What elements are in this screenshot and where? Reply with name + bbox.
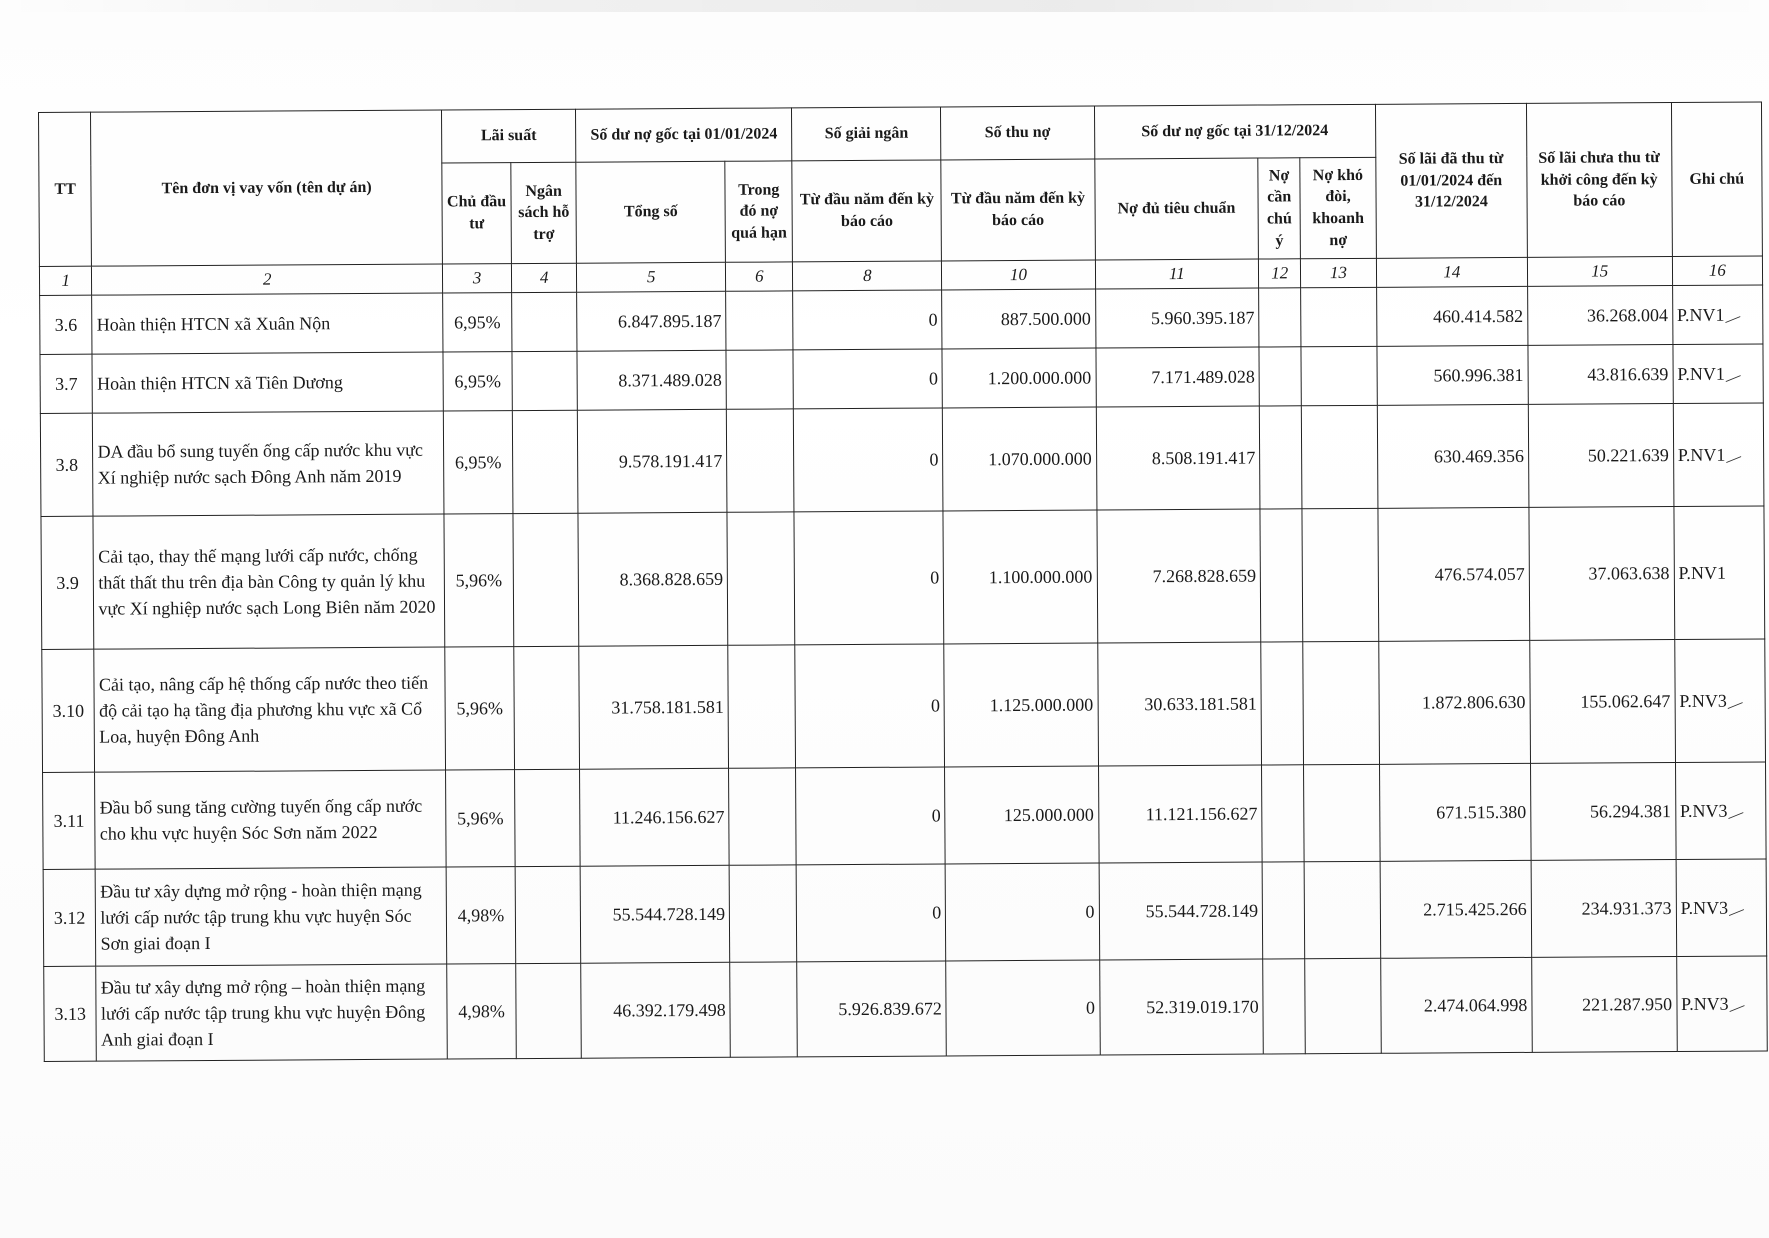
- note-text: P.NV1: [1678, 562, 1727, 583]
- row-lai-chua-thu: 221.287.950: [1532, 957, 1677, 1053]
- table-row: [40, 403, 1764, 517]
- header-ghi-chu: Ghi chú: [1671, 102, 1762, 257]
- row-thu-no: 125.000.000: [945, 766, 1099, 864]
- row-no-du-tc: 7.268.828.659: [1096, 509, 1260, 643]
- row-tt: 3.11: [43, 772, 96, 869]
- col-index: 13: [1301, 258, 1377, 287]
- row-ngan-sach: [512, 351, 577, 410]
- col-index: 2: [92, 264, 443, 295]
- note-text: P.NV1: [1677, 363, 1725, 384]
- row-lai-chua-thu: 56.294.381: [1530, 763, 1675, 861]
- row-note: [1674, 506, 1765, 640]
- initials-mark: [1728, 898, 1744, 916]
- row-qua-han: [727, 512, 795, 645]
- row-qua-han: [726, 350, 794, 409]
- row-no-du-tc: 30.633.181.581: [1097, 642, 1261, 766]
- row-no-can-chu-y: [1259, 347, 1301, 406]
- table-row: [43, 762, 1767, 870]
- row-tong-so: 6.847.895.187: [577, 291, 726, 351]
- note-text: P.NV1: [1677, 444, 1726, 465]
- header-no-du-tieu-chuan: Nợ đủ tiêu chuẩn: [1094, 158, 1258, 260]
- row-tong-so: 8.371.489.028: [577, 350, 726, 410]
- row-lai-da-thu: 2.474.064.998: [1380, 957, 1532, 1053]
- col-index: 1: [39, 266, 92, 295]
- header-thu-no-sub: Từ đầu năm đến kỳ báo cáo: [941, 159, 1095, 261]
- row-qua-han: [729, 865, 797, 962]
- header-lai-suat: Lãi suất: [441, 109, 576, 163]
- row-no-du-tc: 52.319.019.170: [1099, 959, 1263, 1055]
- row-no-du-tc: 7.171.489.028: [1095, 347, 1259, 407]
- row-no-kho-doi: [1302, 508, 1378, 641]
- row-no-can-chu-y: [1259, 288, 1301, 347]
- row-tong-so: 8.368.828.659: [578, 512, 728, 646]
- row-rate: 6,95%: [443, 411, 513, 514]
- row-no-can-chu-y: [1262, 765, 1305, 862]
- initials-mark: [1724, 305, 1740, 323]
- row-tong-so: 9.578.191.417: [578, 409, 728, 513]
- row-qua-han: [730, 962, 798, 1057]
- row-rate: 4,98%: [446, 867, 516, 964]
- header-lai-chua-thu: Số lãi chưa thu từ khởi công đến kỳ báo cáo: [1526, 103, 1672, 258]
- row-no-kho-doi: [1304, 861, 1380, 958]
- row-ngan-sach: [514, 646, 580, 769]
- row-tt: 3.7: [40, 354, 93, 413]
- row-name: Hoàn thiện HTCN xã Tiên Dương: [92, 352, 443, 413]
- header-du-no-cuoi: Số dư nợ gốc tại 31/12/2024: [1094, 104, 1376, 159]
- row-ngan-sach: [515, 769, 581, 866]
- row-giai-ngan: 5.926.839.672: [797, 961, 947, 1057]
- table-row: [41, 506, 1765, 650]
- row-note: [1672, 285, 1763, 345]
- col-index: 16: [1672, 256, 1763, 286]
- row-giai-ngan: 0: [794, 408, 944, 512]
- row-tong-so: 11.246.156.627: [580, 768, 730, 866]
- row-thu-no: 1.200.000.000: [942, 348, 1096, 408]
- col-index: 3: [442, 264, 511, 293]
- header-name: Tên đơn vị vay vốn (tên dự án): [91, 110, 442, 266]
- table-row: [43, 859, 1767, 967]
- row-thu-no: 0: [945, 863, 1099, 961]
- col-index: 5: [577, 262, 726, 292]
- row-no-kho-doi: [1301, 287, 1377, 346]
- note-text: P.NV1: [1676, 304, 1725, 325]
- row-no-can-chu-y: [1260, 509, 1303, 642]
- row-qua-han: [727, 409, 795, 512]
- row-lai-chua-thu: 155.062.647: [1530, 640, 1676, 764]
- col-index: 6: [726, 262, 793, 291]
- row-lai-da-thu: 460.414.582: [1376, 286, 1527, 346]
- row-no-kho-doi: [1301, 346, 1377, 405]
- initials-mark: [1727, 801, 1743, 819]
- header-chu-dau-tu: Chủ đầu tư: [442, 163, 512, 264]
- row-lai-chua-thu: 36.268.004: [1527, 286, 1672, 346]
- row-giai-ngan: 0: [793, 290, 942, 350]
- header-lai-da-thu: Số lãi đã thu từ 01/01/2024 đến 31/12/2024: [1375, 103, 1527, 258]
- row-name: Cải tạo, nâng cấp hệ thống cấp nước theo tiến độ cải tạo hạ tầng địa phương khu vực xã Cổ Loa, huyện Đông Anh: [94, 647, 445, 772]
- row-tt: 3.9: [41, 516, 94, 649]
- row-no-can-chu-y: [1261, 642, 1304, 765]
- row-no-kho-doi: [1304, 764, 1380, 861]
- row-tt: 3.6: [40, 295, 93, 354]
- note-text: P.NV3: [1681, 993, 1729, 1014]
- row-no-du-tc: 11.121.156.627: [1098, 765, 1262, 863]
- row-tt: 3.10: [42, 649, 95, 772]
- col-index: 11: [1095, 259, 1259, 289]
- row-lai-da-thu: 671.515.380: [1379, 763, 1531, 861]
- header-tt: TT: [39, 112, 92, 266]
- row-name: Đầu tư xây dựng mở rộng - hoàn thiện mạng lưới cấp nước tập trung khu vực huyện Sóc Sơn giai đoạn I: [96, 867, 447, 966]
- row-lai-chua-thu: 37.063.638: [1529, 507, 1675, 641]
- row-giai-ngan: 0: [793, 349, 942, 409]
- row-lai-da-thu: 1.872.806.630: [1379, 640, 1531, 764]
- note-text: P.NV3: [1680, 897, 1729, 918]
- header-du-no-dau: Số dư nợ gốc tại 01/01/2024: [576, 108, 792, 162]
- row-tt: 3.12: [43, 869, 96, 966]
- header-giai-ngan: Số giải ngân: [792, 107, 941, 161]
- row-no-can-chu-y: [1263, 959, 1306, 1054]
- row-rate: 6,95%: [443, 293, 513, 352]
- row-note: [1675, 762, 1766, 860]
- row-note: [1676, 956, 1767, 1052]
- row-ngan-sach: [515, 866, 581, 963]
- initials-mark: [1725, 445, 1741, 463]
- row-thu-no: 887.500.000: [942, 289, 1096, 349]
- row-lai-chua-thu: 234.931.373: [1531, 860, 1676, 958]
- row-name: Hoàn thiện HTCN xã Xuân Nộn: [92, 293, 443, 354]
- row-ngan-sach: [512, 410, 578, 513]
- col-index: 12: [1259, 259, 1301, 288]
- row-ngan-sach: [512, 292, 577, 351]
- header-thu-no: Số thu nợ: [941, 106, 1095, 160]
- col-index: 10: [942, 260, 1095, 290]
- row-no-can-chu-y: [1260, 406, 1303, 509]
- row-qua-han: [729, 768, 797, 865]
- row-lai-da-thu: 2.715.425.266: [1380, 860, 1532, 958]
- row-tong-so: 46.392.179.498: [581, 962, 731, 1058]
- note-text: P.NV3: [1679, 800, 1728, 821]
- row-no-can-chu-y: [1262, 862, 1305, 959]
- header-giai-ngan-sub: Từ đầu năm đến kỳ báo cáo: [792, 160, 942, 262]
- row-name: Cải tạo, thay thế mạng lưới cấp nước, chống thất thất thu trên địa bàn Công ty quản lý khu vực Xí nghiệp nước sạch Long Biên năm 2020: [93, 514, 444, 649]
- row-lai-chua-thu: 50.221.639: [1528, 404, 1673, 508]
- row-rate: 5,96%: [445, 770, 515, 867]
- table-row: [40, 344, 1763, 414]
- loan-report-table: [38, 101, 1768, 1062]
- row-no-du-tc: 8.508.191.417: [1096, 406, 1260, 510]
- row-thu-no: 1.125.000.000: [944, 643, 1098, 767]
- row-giai-ngan: 0: [794, 511, 944, 645]
- note-text: P.NV3: [1679, 690, 1727, 711]
- row-no-kho-doi: [1302, 405, 1378, 508]
- col-index: 14: [1376, 257, 1527, 287]
- row-note: [1676, 859, 1767, 957]
- row-no-du-tc: 55.544.728.149: [1099, 862, 1263, 960]
- row-rate: 5,96%: [445, 647, 515, 770]
- table-row: [42, 639, 1766, 773]
- header-qua-han: Trong đó nợ quá hạn: [725, 161, 793, 262]
- initials-mark: [1729, 994, 1745, 1012]
- row-lai-da-thu: 560.996.381: [1377, 345, 1528, 405]
- row-ngan-sach: [513, 513, 579, 646]
- scan-shadow: [0, 0, 1769, 12]
- row-no-du-tc: 5.960.395.187: [1095, 288, 1259, 348]
- row-rate: 6,95%: [443, 352, 513, 411]
- row-lai-chua-thu: 43.816.639: [1528, 345, 1673, 405]
- row-rate: 5,96%: [444, 514, 514, 647]
- header-row-1: [39, 102, 1762, 166]
- row-tt: 3.8: [40, 413, 93, 516]
- row-giai-ngan: 0: [796, 767, 946, 865]
- col-index: 15: [1527, 257, 1672, 287]
- row-no-kho-doi: [1303, 641, 1379, 764]
- row-name: DA đầu bổ sung tuyến ống cấp nước khu vực Xí nghiệp nước sạch Đông Anh năm 2019: [93, 411, 444, 516]
- header-tong-so: Tổng số: [576, 161, 726, 263]
- table-row: [40, 285, 1763, 355]
- row-lai-da-thu: 476.574.057: [1378, 507, 1530, 641]
- row-ngan-sach: [516, 963, 582, 1058]
- row-thu-no: 1.070.000.000: [943, 407, 1097, 511]
- row-no-kho-doi: [1305, 958, 1381, 1053]
- col-index: 8: [793, 261, 942, 291]
- row-lai-da-thu: 630.469.356: [1377, 404, 1529, 508]
- row-giai-ngan: 0: [795, 644, 945, 768]
- row-note: [1673, 403, 1764, 507]
- row-tong-so: 31.758.181.581: [579, 645, 729, 769]
- initials-mark: [1725, 364, 1741, 382]
- row-rate: 4,98%: [447, 964, 517, 1059]
- row-thu-no: 0: [946, 960, 1100, 1056]
- header-no-can-chu-y: Nợ cần chú ý: [1258, 158, 1301, 259]
- row-thu-no: 1.100.000.000: [943, 510, 1097, 644]
- row-qua-han: [728, 645, 796, 768]
- initials-mark: [1727, 691, 1743, 709]
- row-name: Đầu tư xây dựng mở rộng – hoàn thiện mạng lưới cấp nước tập trung khu vực huyện Đông Anh giai đoạn I: [96, 964, 447, 1061]
- row-name: Đầu bổ sung tăng cường tuyến ống cấp nước cho khu vực huyện Sóc Sơn năm 2022: [95, 770, 446, 869]
- header-no-kho-doi: Nợ khó đòi, khoanh nợ: [1300, 157, 1376, 258]
- row-giai-ngan: 0: [796, 864, 946, 962]
- header-ngan-sach: Ngân sách hỗ trợ: [511, 162, 577, 263]
- row-note: [1674, 639, 1765, 763]
- row-tong-so: 55.544.728.149: [580, 865, 730, 963]
- table-row: [44, 956, 1768, 1062]
- row-tt: 3.13: [44, 966, 97, 1061]
- row-note: [1673, 344, 1764, 404]
- row-qua-han: [726, 291, 794, 350]
- col-index: 4: [512, 263, 577, 292]
